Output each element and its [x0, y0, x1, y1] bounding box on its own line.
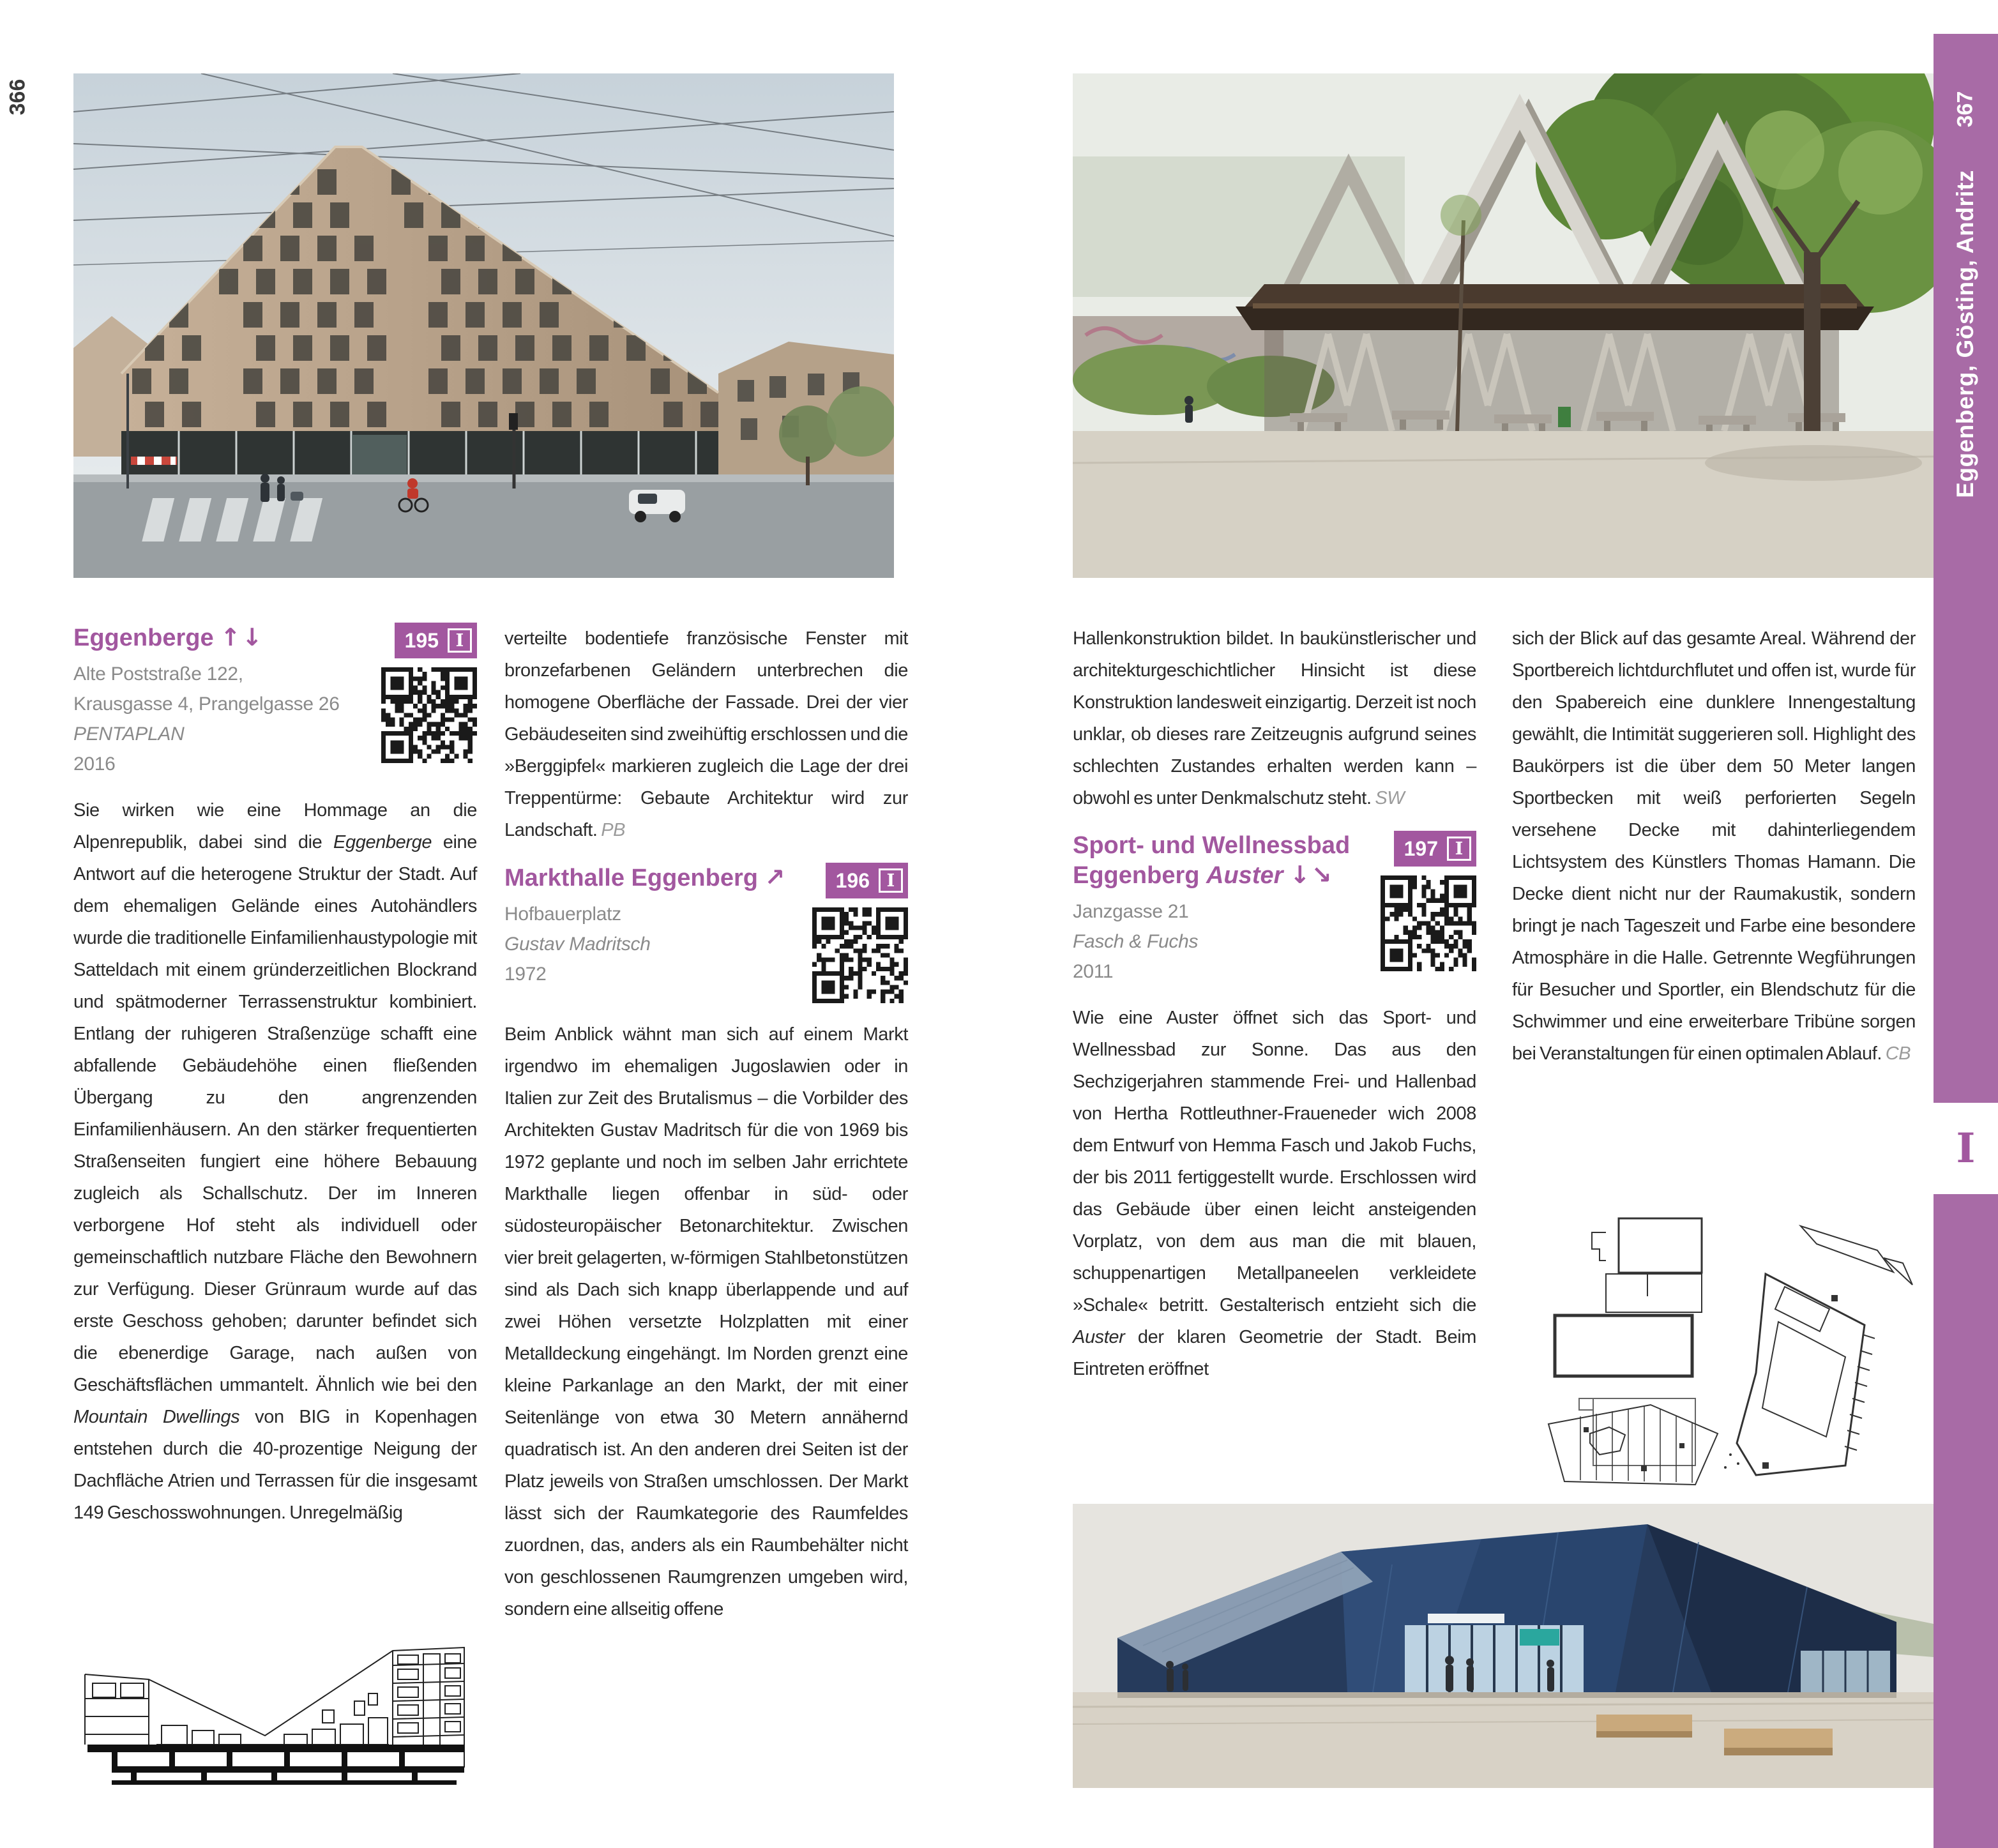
left-column-2: [504, 623, 908, 1625]
entry-195-number-badge: [395, 623, 477, 658]
photo-auster-bad: [1073, 1504, 1934, 1788]
district-letter-badge: I: [448, 628, 472, 653]
entry-195-architect: PENTAPLAN: [73, 723, 185, 745]
entry-197-title: Sport- und Wellnessbad Eggenberg Auster ↓↘: [1073, 832, 1351, 889]
entry-195-header: [73, 623, 477, 779]
author-initials: SW: [1375, 788, 1405, 808]
qr-code: [812, 907, 908, 1003]
photo-markthalle: [1073, 73, 1934, 578]
entry-196-title: Markthalle Eggenberg ↗: [504, 863, 787, 891]
entry-195-address2: Krausgasse 4, Prangelgasse 26: [73, 693, 340, 715]
roadwork-barrier: [131, 457, 177, 465]
entry-197-year: 2011: [1073, 961, 1114, 982]
entry-195-body-continuation: verteilte bodentiefe französische Fenster mit bronzefarbenen Geländern unterbrechen die homogene Oberfläche der Fassade. Drei der vier Gebäudeseiten sind zweihüftig erschlossen und die »Berggipfel« markieren zugleich die Lage der drei Treppentürme: Gebaute Architektur wird zur Landschaft. PB: [504, 628, 908, 840]
district-letter-marker: I: [1934, 1103, 1998, 1194]
entry-196-body: Beim Anblick wähnt man sich auf einem Markt irgendwo im ehemaligen Jugoslawien oder in Italien zur Zeit des Brutalismus – die Vorbilder des Architekten Gustav Madritsch für die von 1969 bis 1972 geplante und noch im selben Jahr errichtete Markthalle liegen offenbar in süd- oder südosteuropäischer Betonarchitektur. Zwischen vier breit gelagerten, w-förmigen Stahlbetonstützen sind als Dach sich knapp überlappende und auf zwei Höhen versetzte Holzplatten mit einer Metalldeckung eingehängt. Im Norden grenzt eine kleine Parkanlage an den Markt, der mit einer Seitenlänge von etwa 30 Metern annähernd quadratisch ist. An den anderen drei Seiten ist der Platz jeweils von Straßen umschlossen. Der Markt lässt sich der Raumkategorie des Raumfeldes zuordnen, das, anders als ein Raumbehälter nicht von geschlossenen Raumgrenzen umgeben wird, sondern eine allseitig offene: [504, 1024, 908, 1619]
right-column-2: [1512, 623, 1916, 1086]
qr-code: [381, 667, 477, 763]
entry-number: 197: [1404, 837, 1438, 860]
right-column-1: [1073, 623, 1476, 1385]
direction-arrows-icon: ↓↘: [1289, 861, 1333, 889]
district-tab-label: Eggenberg, Gösting, Andritz: [1952, 170, 1978, 498]
left-column-1: [73, 623, 477, 1529]
district-letter-badge: I: [1447, 837, 1471, 861]
author-initials: PB: [601, 820, 626, 840]
page-number-right: 367: [1953, 91, 1978, 128]
entry-195-year: 2016: [73, 754, 116, 775]
entry-197-address: Janzgasse 21: [1073, 901, 1189, 922]
entry-196-header: [504, 863, 908, 1003]
entry-196-number-badge: [826, 863, 908, 898]
photo-eggenberge: [73, 73, 894, 578]
author-initials: CB: [1885, 1043, 1911, 1064]
entry-196-address: Hofbauerplatz: [504, 904, 621, 925]
entry-196-architect: Gustav Madritsch: [504, 934, 651, 955]
entry-197-architect: Fasch & Fuchs: [1073, 931, 1199, 952]
district-letter-badge: I: [879, 868, 903, 893]
entry-196-body-continuation: Hallenkonstruktion bildet. In baukünstlerischer und architekturgeschichtlicher Hinsicht ist diese Konstruktion landesweit einzigartig. Derzeit ist noch unklar, ob dieses rare Zeitzeugnis aufgrund seines schlechten Zustandes erhalten werden kann – obwohl es unter Denkmalschutz steht. SW: [1073, 628, 1476, 808]
entry-197-header: [1073, 831, 1476, 987]
entry-number: 196: [835, 868, 870, 892]
entry-196-year: 1972: [504, 964, 547, 985]
entry-197-number-badge: [1394, 831, 1476, 867]
page-number-left: 366: [5, 79, 30, 116]
entry-195-body: Sie wirken wie eine Hommage an die Alpenrepublik, dabei sind die Eggenberge eine Antwort auf die heterogene Struktur der Stadt. Auf dem ehemaligen Gelände eines Autohändlers wurde die traditionelle Einfamilienhaustypologie mit Satteldach mit einem gründerzeitlichen Blockrand und spätmoderner Terrassenstruktur kombiniert. Entlang der ruhigeren Straßenzüge schafft eine abfallende Gebäudehöhe einen fließenden Übergang zu den angrenzenden Einfamilienhäusern. An den stärker frequentierten Straßenseiten fungiert eine höhere Bebauung zugleich als Schallschutz. Der im Inneren verborgene Hof steht als individuell oder gemeinschaftlich nutzbare Fläche den Bewohnern zur Verfügung. Dieser Grünraum wurde auf das erste Geschoss gehoben; darunter befindet sich die ebenerdige Garage, nach außen von Geschäftsflächen ummantelt. Ähnlich wie bei den Mountain Dwellings von BIG in Kopenhagen entstehen durch die 40-prozentige Neigung der Dachfläche Atrien und Terrassen für die insgesamt 149 Geschosswohnungen. Unregelmäßig: [73, 800, 478, 1523]
entry-195-address: Alte Poststraße 122,: [73, 663, 243, 685]
entry-197-body-continuation: sich der Blick auf das gesamte Areal. Während der Sportbereich lichtdurchflutet und offen ist, wurde für den Spabereich eine dunklere Innengestaltung gewählt, die Intimität suggerieren soll. Highlight des Baukörpers ist die über dem 50 Meter langen Sportbecken mit weiß perforierten Segeln versehene Decke mit dahinterliegendem Lichtsystem des Künstlers Thomas Hamann. Die Decke dient nicht nur der Raumakustik, sondern bringt je nach Tageszeit und Farbe eine besondere Atmosphäre in die Halle. Getrennte Wegführungen für Besucher und Sportler, ein Blendschutz für die Schwimmer und eine erweiterbare Tribüne sorgen bei Veranstaltungen für einen optimalen Ablauf. CB: [1512, 628, 1916, 1064]
direction-arrows-icon: ↑↓: [220, 623, 264, 651]
entry-number: 195: [404, 628, 439, 652]
district-tab: [1934, 34, 1998, 1848]
site-plan-drawing-auster: [1545, 1213, 1916, 1488]
entry-197-body: Wie eine Auster öffnet sich das Sport- und Wellnessbad zur Sonne. Das aus den Sechzigerjahren stammende Frei- und Hallenbad von Hertha Rottleuthner-Fraueneder wich 2008 dem Entwurf von Hemma Fasch und Jakob Fuchs, der bis 2011 fertiggestellt wurde. Erschlossen wird das Gebäude über einen leicht ansteigenden Vorplatz, von dem aus man die mit blauen, schuppenartigen Metallpaneelen verkleidete »Schale« betritt. Gestalterisch entzieht sich die Auster der klaren Geometrie der Stadt. Beim Eintreten eröffnet: [1073, 1008, 1476, 1379]
entry-195-title: Eggenberge ↑↓: [73, 623, 264, 651]
qr-code: [1381, 875, 1476, 971]
section-drawing-eggenberge: [73, 1635, 482, 1785]
direction-arrow-icon: ↗: [764, 863, 787, 891]
